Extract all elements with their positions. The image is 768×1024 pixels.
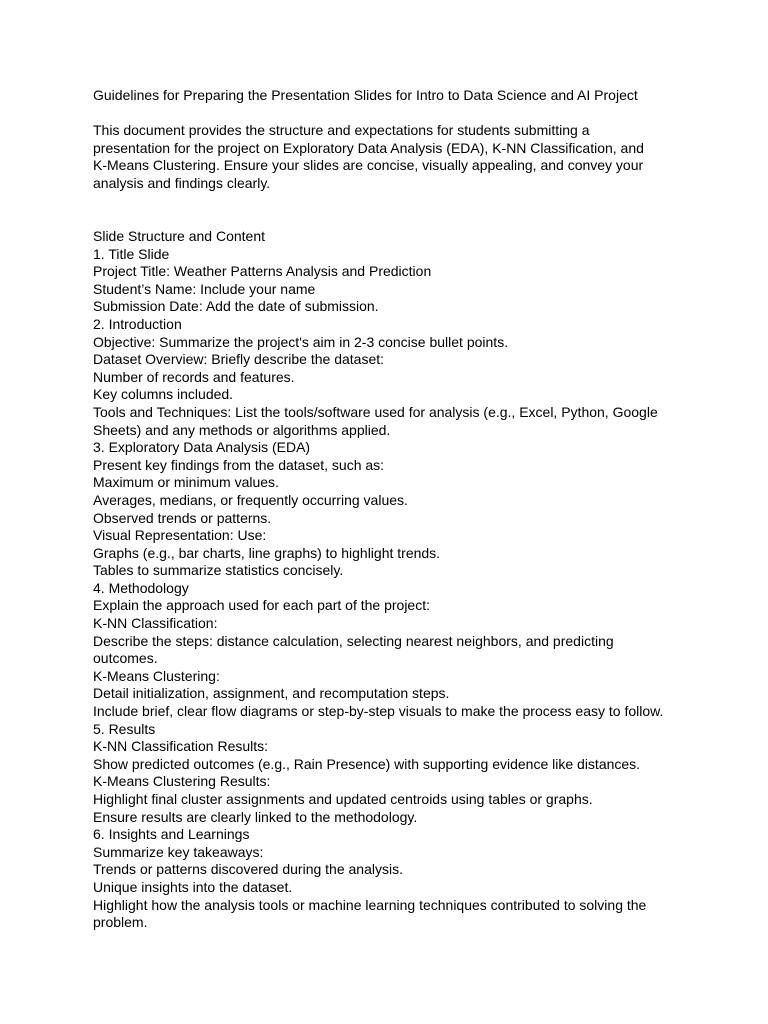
document-line: Highlight how the analysis tools or machine learning techniques contributed to solving the [93, 896, 647, 913]
document-line: Submission Date: Add the date of submission. [93, 298, 379, 315]
slide-structure-section [93, 228, 683, 932]
document-line: problem. [93, 914, 148, 931]
document-line: Summarize key takeaways: [93, 843, 264, 860]
intro-line: K-Means Clustering. Ensure your slides are concise, visually appealing, and convey your [93, 157, 644, 174]
document-line: 2. Introduction [93, 315, 182, 332]
document-line: Tools and Techniques: List the tools/software used for analysis (e.g., Excel, Python, Google [93, 403, 658, 420]
document-line: Describe the steps: distance calculation, selecting nearest neighbors, and predicting [93, 632, 614, 649]
document-line: Present key findings from the dataset, such as: [93, 456, 385, 473]
document-line: K-NN Classification Results: [93, 738, 269, 755]
document-line: Detail initialization, assignment, and recomputation steps. [93, 685, 450, 702]
document-line: outcomes. [93, 650, 158, 667]
document-line: Objective: Summarize the project's aim in 2-3 concise bullet points. [93, 333, 509, 350]
document-line: Sheets) and any methods or algorithms applied. [93, 421, 391, 438]
document-line: Visual Representation: Use: [93, 527, 267, 544]
document-line: Trends or patterns discovered during the analysis. [93, 861, 403, 878]
document-line: Key columns included. [93, 386, 234, 403]
document-line: Unique insights into the dataset. [93, 878, 293, 895]
document-line: Observed trends or patterns. [93, 509, 272, 526]
intro-line: presentation for the project on Exploratory Data Analysis (EDA), K-NN Classification, and [93, 139, 644, 156]
document-line: Graphs (e.g., bar charts, line graphs) to highlight trends. [93, 544, 441, 561]
document-line: 4. Methodology [93, 579, 189, 596]
intro-line: analysis and findings clearly. [93, 174, 271, 191]
document-line: Student’s Name: Include your name [93, 280, 316, 297]
document-line: Number of records and features. [93, 368, 295, 385]
document-line: 1. Title Slide [93, 245, 170, 262]
document-line: Project Title: Weather Patterns Analysis and Prediction [93, 263, 432, 280]
document-line: Tables to summarize statistics concisely. [93, 562, 344, 579]
document-line: Explain the approach used for each part of the project: [93, 597, 430, 614]
document-title: Guidelines for Preparing the Presentation Slides for Intro to Data Science and AI Project [93, 87, 638, 103]
intro-paragraph [93, 122, 673, 192]
document-line: Averages, medians, or frequently occurring values. [93, 491, 408, 508]
document-line: K-NN Classification: [93, 615, 218, 632]
section-heading: Slide Structure and Content [93, 228, 265, 244]
intro-line: This document provides the structure and expectations for students submitting a [93, 122, 590, 138]
document-line: 5. Results [93, 720, 156, 737]
document-line: Highlight final cluster assignments and updated centroids using tables or graphs. [93, 791, 593, 807]
document-line: Show predicted outcomes (e.g., Rain Presence) with supporting evidence like distances. [93, 755, 641, 772]
document-line: 6. Insights and Learnings [93, 826, 250, 843]
document-line: Dataset Overview: Briefly describe the dataset: [93, 351, 385, 368]
document-line: K-Means Clustering Results: [93, 773, 271, 790]
document-line: Ensure results are clearly linked to the methodology. [93, 808, 418, 825]
document-line: Include brief, clear flow diagrams or step-by-step visuals to make the process easy to follow. [93, 703, 664, 720]
document-line: 3. Exploratory Data Analysis (EDA) [93, 439, 311, 456]
document-line: K-Means Clustering: [93, 667, 220, 684]
document-line: Maximum or minimum values. [93, 474, 279, 491]
